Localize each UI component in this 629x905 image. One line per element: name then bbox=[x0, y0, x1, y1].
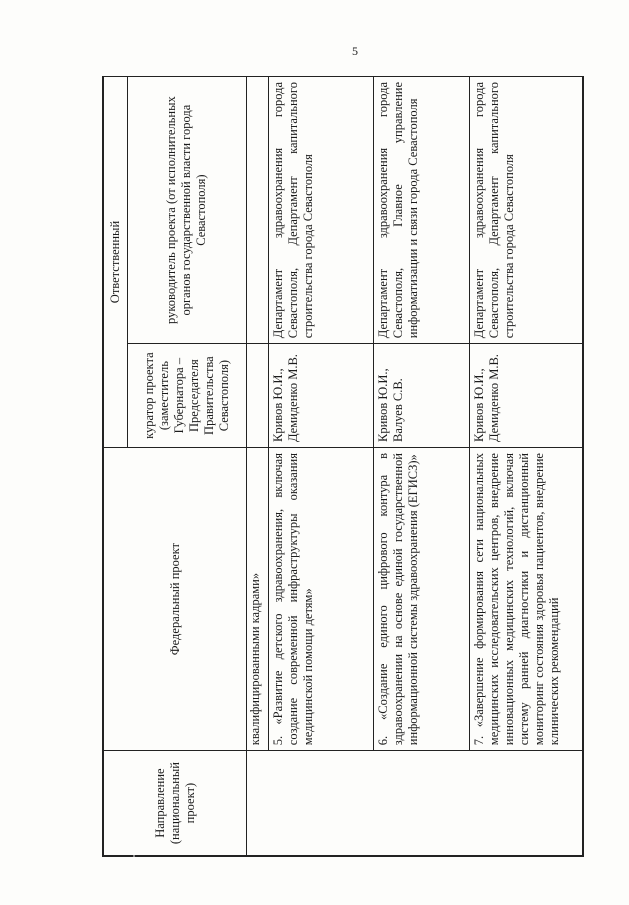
header-manager: руководитель проекта (от исполнительных органов государственной власти города Севастополя) bbox=[127, 77, 246, 344]
curator-cell: Кривов Ю.И., Демиденко М.В. bbox=[269, 344, 374, 448]
table-row bbox=[247, 77, 269, 856]
projects-table bbox=[103, 76, 583, 856]
federal-project-cell: квалифицированными кадрами» bbox=[247, 448, 269, 751]
table-frame bbox=[102, 76, 584, 857]
table-row bbox=[469, 77, 582, 856]
scan-speck bbox=[133, 855, 135, 857]
curator-cell: Кривов Ю.И., Валуев С.В. bbox=[374, 344, 469, 448]
header-curator: куратор проекта (заместитель Губернатора – Председателя Правительства Севастополя) bbox=[127, 344, 246, 448]
header-federal-project: Федеральный проект bbox=[104, 448, 247, 751]
manager-cell: Департамент здравоохранения города Севастополя, Департамент капитального строительства города Севастополя bbox=[469, 77, 582, 344]
direction-cell bbox=[247, 751, 583, 856]
curator-cell: Кривов Ю.И., Демиденко М.В. bbox=[469, 344, 582, 448]
federal-project-cell: 5. «Развитие детского здравоохранения, включая создание современной инфраструктуры оказания медицинской помощи детям» bbox=[269, 448, 374, 751]
table-row bbox=[374, 77, 469, 856]
federal-project-cell: 7. «Завершение формирования сети национальных медицинских исследовательских центров, внедрение инновационных медицинских технологий, включая систему ранней диагностики и дистанционный мониторинг состояния здоровья пациентов, внедрение клинических рекомендаций bbox=[469, 448, 582, 751]
federal-project-cell: 6. «Создание единого цифрового контура в здравоохранении на основе единой государственной информационной системы здравоохранения (ЕГИСЗ)» bbox=[374, 448, 469, 751]
curator-cell bbox=[247, 344, 269, 448]
header-direction: Направление (национальный проект) bbox=[104, 751, 247, 856]
page-number: 5 bbox=[352, 44, 358, 58]
header-responsible: Ответственный bbox=[104, 77, 128, 448]
table-row bbox=[269, 77, 374, 856]
manager-cell: Департамент здравоохранения города Севастополя, Главное управление информатизации и связи города Севастополя bbox=[374, 77, 469, 344]
manager-cell: Департамент здравоохранения города Севастополя, Департамент капитального строительства города Севастополя bbox=[269, 77, 374, 344]
manager-cell bbox=[247, 77, 269, 344]
